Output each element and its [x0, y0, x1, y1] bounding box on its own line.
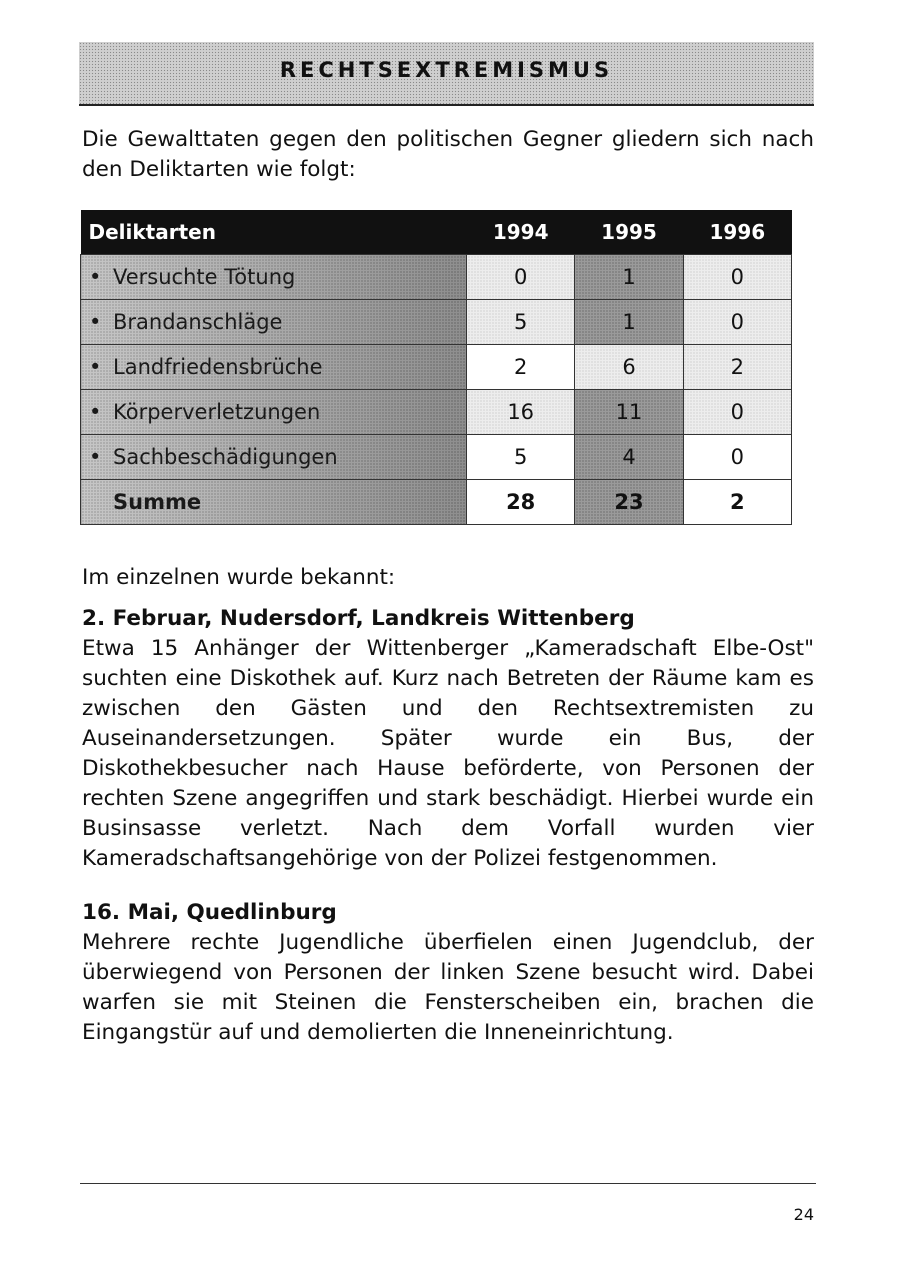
table-row	[81, 345, 792, 390]
cell-1996: 0	[683, 435, 791, 480]
header-rule	[79, 104, 814, 106]
row-label	[81, 345, 467, 390]
bullet-icon: •	[89, 400, 102, 424]
table-row	[81, 255, 792, 300]
bullet-icon: •	[89, 445, 102, 469]
event-text: Etwa 15 Anhänger der Wittenberger „Kameradschaft Elbe-Ost" suchten eine Diskothek auf. Kurz nach Betreten der Räume kam es zwischen den Gästen und den Rechtsextremisten zu Auseinandersetzungen. Später wurde ein Bus, der Diskothekbesucher nach Hause beförderte, von Personen der rechten Szene angegriffen und stark beschädigt. Hierbei wurde ein Businsasse verletzt. Nach dem Vorfall wurden vier Kameradschaftsangehörige von der Polizei festgenommen.	[82, 636, 814, 871]
row-label-text: Brandanschläge	[113, 310, 283, 334]
bullet-icon: •	[89, 265, 102, 289]
table-header-row	[81, 210, 792, 255]
row-label-text: Versuchte Tötung	[113, 265, 296, 289]
sum-1994: 28	[467, 480, 575, 525]
cell-1995: 11	[575, 390, 683, 435]
event-title: 16. Mai, Quedlinburg	[82, 900, 337, 925]
bullet-icon: •	[89, 355, 102, 379]
cell-1996: 0	[683, 255, 791, 300]
sum-label	[81, 480, 467, 525]
cell-1994: 16	[467, 390, 575, 435]
column-header-1995: 1995	[575, 210, 683, 255]
lead-text: Im einzelnen wurde bekannt:	[82, 565, 396, 590]
cell-1995: 6	[575, 345, 683, 390]
cell-1994: 5	[467, 300, 575, 345]
sum-1995: 23	[575, 480, 683, 525]
row-label	[81, 255, 467, 300]
cell-1994: 2	[467, 345, 575, 390]
cell-1995: 1	[575, 300, 683, 345]
page-title: RECHTSEXTREMISMUS	[279, 58, 614, 82]
table-row	[81, 300, 792, 345]
sum-1996: 2	[683, 480, 791, 525]
table-sum-row	[81, 480, 792, 525]
row-label-text: Körperverletzungen	[113, 400, 321, 424]
row-label-text: Sachbeschädigungen	[113, 445, 338, 469]
delikt-table	[80, 210, 792, 525]
column-header-1996: 1996	[683, 210, 791, 255]
table-row	[81, 435, 792, 480]
cell-1995: 1	[575, 255, 683, 300]
cell-1994: 0	[467, 255, 575, 300]
event-entry	[82, 604, 814, 874]
event-text: Mehrere rechte Jugendliche überfielen einen Jugendclub, der überwiegend von Personen der linken Szene besucht wird. Dabei warfen sie mit Steinen die Fensterscheiben ein, brachen die Eingangstür auf und demolierten die Inneneinrichtung.	[82, 930, 814, 1045]
intro-paragraph: Die Gewalttaten gegen den politischen Gegner gliedern sich nach den Deliktarten wie folgt:	[82, 127, 814, 182]
event-entry	[82, 898, 814, 1048]
row-label-text: Landfriedensbrüche	[113, 355, 323, 379]
cell-1996: 0	[683, 390, 791, 435]
cell-1994: 5	[467, 435, 575, 480]
event-title: 2. Februar, Nudersdorf, Landkreis Wittenberg	[82, 606, 635, 631]
row-label	[81, 300, 467, 345]
cell-1996: 0	[683, 300, 791, 345]
column-header-deliktarten: Deliktarten	[81, 210, 467, 255]
column-header-1994: 1994	[467, 210, 575, 255]
cell-1996: 2	[683, 345, 791, 390]
cell-1995: 4	[575, 435, 683, 480]
table-row	[81, 390, 792, 435]
page-number: 24	[793, 1205, 814, 1224]
row-label	[81, 435, 467, 480]
footer-rule	[80, 1183, 816, 1184]
bullet-icon: •	[89, 310, 102, 334]
sum-label-text: Summe	[113, 490, 202, 514]
row-label	[81, 390, 467, 435]
